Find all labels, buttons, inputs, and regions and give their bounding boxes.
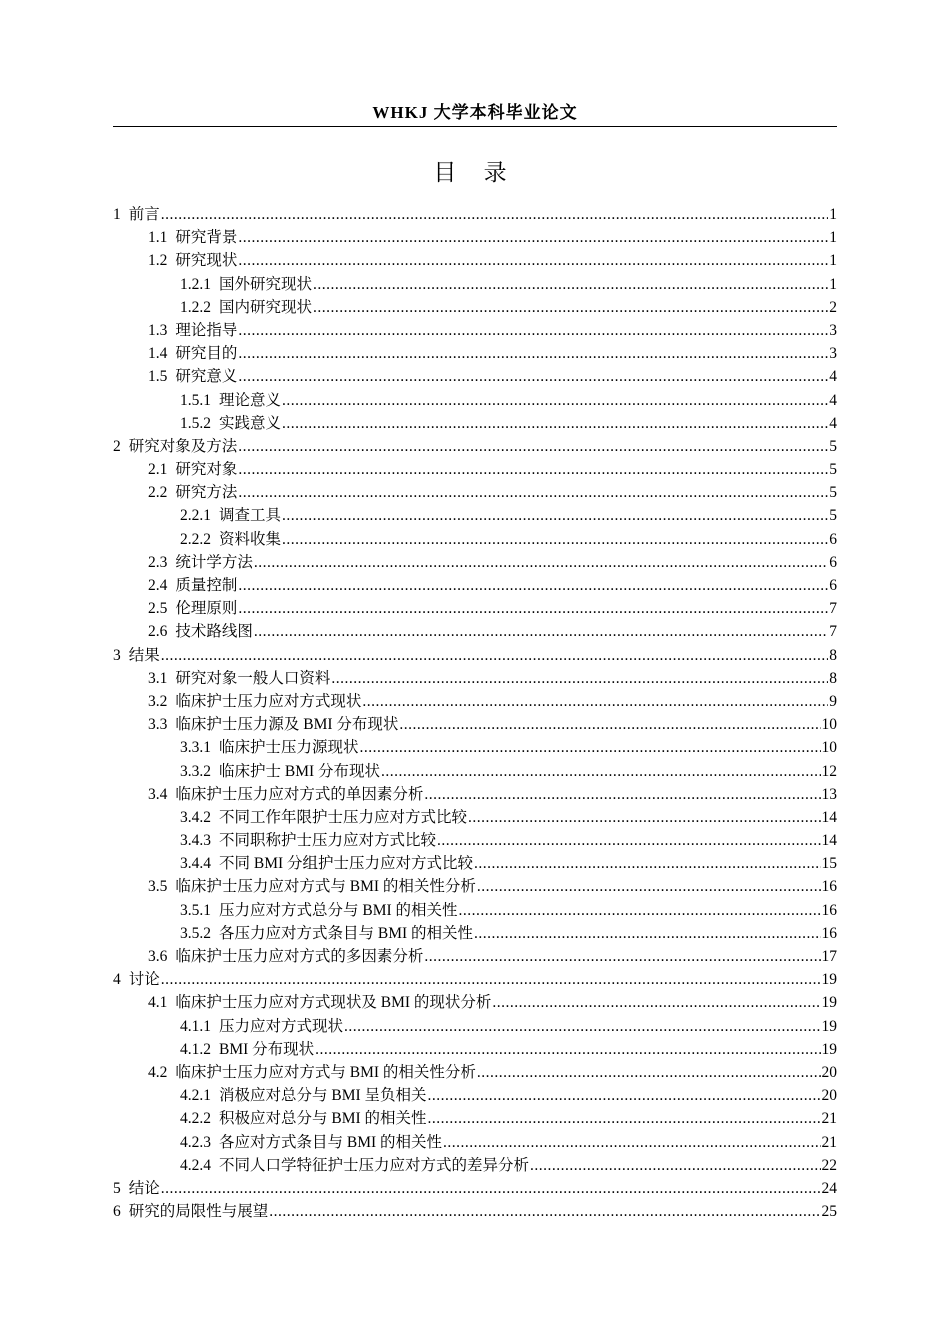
toc-dot-leader [344,1015,820,1038]
toc-entry-number: 3.2 [148,692,168,710]
toc-entry[interactable] [113,899,837,922]
toc-entry-label: 研究现状 [175,252,238,270]
toc-entry-page: 1 [829,275,837,293]
toc-entry[interactable] [113,620,837,643]
toc-entry-page: 22 [821,1156,837,1174]
toc-entry[interactable] [113,412,837,435]
toc-dot-leader [362,690,828,713]
toc-entry-page: 5 [829,437,837,455]
toc-entry-page: 1 [829,229,837,247]
toc-dot-leader [530,1154,820,1177]
toc-entry-label: 调查工具 [219,507,282,525]
toc-entry-page: 10 [821,739,837,757]
toc-entry-number: 3.6 [148,948,168,965]
toc-entry[interactable] [113,690,837,713]
toc-entry[interactable] [113,597,837,620]
toc-dot-leader [254,620,828,643]
toc-entry[interactable] [113,875,837,898]
toc-entry-number: 5 [113,1179,121,1197]
toc-entry-label: 结果 [128,646,160,664]
toc-entry-page: 21 [821,1110,837,1128]
toc-entry-number: 3.5.1 [180,901,211,919]
toc-entry-page: 4 [829,391,837,409]
toc-dot-leader [269,1200,820,1223]
toc-entry-number: 2.6 [148,623,168,641]
toc-entry[interactable] [113,922,837,945]
toc-entry-page: 5 [829,507,837,525]
toc-entry-page: 19 [821,994,837,1012]
toc-dot-leader [238,365,828,388]
toc-entry-label: 讨论 [128,971,160,989]
toc-entry-label: 积极应对总分与 BMI 的相关性 [219,1110,427,1128]
toc-entry-label: 临床护士压力应对方式现状及 BMI 的现状分析 [175,994,492,1012]
toc-entry-label: 研究对象 [175,461,238,479]
toc-dot-leader [238,574,828,597]
toc-dot-leader [161,1177,821,1200]
toc-entry-number: 3.4.3 [180,832,211,850]
toc-entry[interactable] [113,783,837,806]
table-of-contents [113,203,837,1223]
toc-entry-label: 研究方法 [175,484,238,502]
toc-entry-number: 2.2.2 [180,530,211,548]
toc-entry-page: 3 [829,345,837,363]
toc-entry-page: 15 [821,855,837,873]
toc-entry-page: 12 [821,762,837,780]
toc-dot-leader [459,899,821,922]
toc-entry-label: 压力应对方式总分与 BMI 的相关性 [219,901,458,919]
toc-entry-number: 2.2.1 [180,507,211,525]
toc-entry-label: 研究的局限性与展望 [128,1203,269,1221]
toc-entry-number: 3 [113,646,121,664]
toc-entry[interactable] [113,249,837,272]
toc-dot-leader [360,736,821,759]
toc-entry-number: 2.4 [148,577,168,594]
toc-entry[interactable] [113,365,837,388]
toc-entry-number: 4.2.2 [180,1110,211,1128]
toc-dot-leader [313,273,828,296]
toc-dot-leader [474,922,820,945]
toc-entry-number: 2.2 [148,484,168,502]
toc-entry-page: 19 [821,971,837,989]
toc-entry-number: 3.3.1 [180,739,211,757]
toc-entry[interactable] [113,296,837,319]
toc-entry-label: 压力应对方式现状 [219,1017,344,1035]
toc-entry-page: 10 [821,716,837,734]
toc-entry[interactable] [113,1107,837,1130]
toc-entry-number: 3.5 [148,878,168,896]
toc-entry-page: 7 [829,623,837,641]
toc-entry[interactable] [113,1015,837,1038]
toc-entry-number: 2 [113,437,121,455]
toc-entry-number: 4.2.4 [180,1156,211,1174]
toc-entry[interactable] [113,667,837,690]
toc-entry[interactable] [113,458,837,481]
toc-dot-leader [492,991,820,1014]
toc-entry-number: 4.1.1 [180,1017,211,1035]
toc-entry-page: 24 [821,1179,837,1197]
toc-entry-page: 1 [829,206,837,223]
toc-entry[interactable] [113,203,837,226]
toc-entry-label: 临床护士压力源现状 [219,739,359,757]
toc-entry-label: 临床护士压力应对方式现状 [175,692,362,710]
toc-entry-label: 国外研究现状 [219,275,313,293]
toc-entry[interactable] [113,319,837,342]
toc-dot-leader [437,829,820,852]
toc-entry-page: 25 [821,1203,837,1221]
toc-entry[interactable] [113,736,837,759]
toc-entry[interactable] [113,226,837,249]
toc-dot-leader [331,667,828,690]
toc-entry[interactable] [113,945,837,968]
toc-dot-leader [161,968,821,991]
toc-entry[interactable] [113,389,837,412]
toc-entry-number: 4.2.1 [180,1087,211,1105]
toc-entry-page: 6 [829,577,837,594]
toc-entry-page: 19 [821,1040,837,1058]
toc-entry-label: 各应对方式条目与 BMI 的相关性 [219,1133,443,1151]
toc-entry[interactable] [113,481,837,504]
toc-entry-label: 临床护士压力源及 BMI 分布现状 [175,716,399,734]
toc-entry-label: 国内研究现状 [219,298,313,316]
toc-entry-number: 2.3 [148,553,168,571]
toc-entry-label: 伦理原则 [175,600,238,618]
toc-dot-leader [238,435,828,458]
toc-entry-label: 临床护士压力应对方式与 BMI 的相关性分析 [175,1063,476,1081]
toc-dot-leader [282,528,828,551]
toc-entry-page: 4 [829,414,837,432]
toc-entry[interactable] [113,968,837,991]
toc-dot-leader [238,342,828,365]
toc-entry-label: 不同人口学特征护士压力应对方式的差异分析 [219,1156,530,1174]
toc-entry-page: 4 [829,368,837,386]
toc-entry-page: 20 [821,1087,837,1105]
toc-dot-leader [161,644,828,667]
toc-entry-page: 21 [821,1133,837,1151]
toc-entry-page: 8 [829,646,837,664]
toc-entry-label: 研究目的 [175,345,238,363]
toc-entry-page: 8 [829,669,837,687]
toc-entry-page: 5 [829,484,837,502]
toc-entry-number: 1.5.1 [180,391,211,409]
toc-entry-number: 1.5.2 [180,414,211,432]
header-divider [113,126,837,127]
toc-entry-label: 各压力应对方式条目与 BMI 的相关性 [219,924,474,942]
toc-entry-label: 研究背景 [175,229,238,247]
toc-entry-number: 1 [113,206,121,223]
toc-entry-page: 6 [829,553,837,571]
toc-entry[interactable] [113,991,837,1014]
toc-dot-leader [238,249,828,272]
toc-dot-leader [477,875,821,898]
toc-entry-number: 3.1 [148,669,168,687]
toc-dot-leader [428,1084,821,1107]
toc-entry[interactable] [113,852,837,875]
toc-entry[interactable] [113,551,837,574]
toc-entry[interactable] [113,574,837,597]
toc-entry-label: 统计学方法 [175,553,253,571]
toc-dot-leader [238,319,828,342]
toc-entry-page: 17 [821,948,837,965]
toc-entry-label: 研究对象一般人口资料 [175,669,331,687]
toc-entry[interactable] [113,1131,837,1154]
toc-entry-number: 1.2.1 [180,275,211,293]
toc-dot-leader [238,226,828,249]
toc-entry-label: 质量控制 [175,577,238,594]
toc-entry-label: BMI 分布现状 [219,1040,315,1058]
toc-entry-number: 1.4 [148,345,168,363]
toc-entry-label: 消极应对总分与 BMI 呈负相关 [219,1087,427,1105]
toc-title: 目 录 [433,160,517,186]
toc-entry-label: 不同工作年限护士压力应对方式比较 [219,808,468,826]
toc-entry-number: 4.2.3 [180,1133,211,1151]
toc-dot-leader [282,389,828,412]
toc-dot-leader [313,296,828,319]
toc-entry-number: 3.3 [148,716,168,734]
toc-entry-page: 19 [821,1017,837,1035]
toc-entry-label: 不同 BMI 分组护士压力应对方式比较 [219,855,474,873]
toc-entry-number: 4 [113,971,121,989]
toc-dot-leader [282,504,828,527]
toc-entry-label: 临床护士压力应对方式的单因素分析 [175,785,424,803]
toc-entry-page: 6 [829,530,837,548]
toc-entry-page: 5 [829,461,837,479]
toc-entry-label: 研究对象及方法 [128,437,238,455]
toc-entry-label: 实践意义 [219,414,282,432]
toc-entry-page: 7 [829,600,837,618]
toc-entry-label: 临床护士 BMI 分布现状 [219,762,381,780]
toc-dot-leader [238,597,828,620]
toc-entry-label: 资料收集 [219,530,282,548]
toc-dot-leader [315,1038,820,1061]
toc-entry[interactable] [113,528,837,551]
toc-dot-leader [381,760,820,783]
toc-entry[interactable] [113,504,837,527]
toc-entry[interactable] [113,713,837,736]
toc-entry[interactable] [113,1200,837,1223]
toc-dot-leader [428,1107,821,1130]
toc-dot-leader [238,458,828,481]
toc-entry-page: 1 [829,252,837,270]
toc-entry-number: 3.4.2 [180,808,211,826]
toc-entry-page: 20 [821,1063,837,1081]
toc-dot-leader [474,852,820,875]
toc-entry-label: 理论意义 [219,391,282,409]
toc-entry-page: 16 [821,878,837,896]
toc-entry[interactable] [113,644,837,667]
toc-entry-number: 6 [113,1203,121,1221]
toc-dot-leader [424,945,820,968]
toc-entry-number: 2.5 [148,600,168,618]
toc-entry[interactable] [113,760,837,783]
toc-dot-leader [254,551,828,574]
toc-entry-number: 1.5 [148,368,168,386]
toc-entry[interactable] [113,1084,837,1107]
toc-entry-page: 3 [829,321,837,339]
toc-entry-label: 结论 [128,1179,160,1197]
toc-entry-label: 前言 [128,206,160,223]
toc-entry-number: 3.3.2 [180,762,211,780]
toc-entry-label: 临床护士压力应对方式的多因素分析 [175,948,424,965]
toc-dot-leader [161,203,828,226]
page-header: WHKJ 大学本科毕业论文 [372,103,578,122]
toc-entry[interactable] [113,342,837,365]
toc-entry[interactable] [113,806,837,829]
toc-dot-leader [282,412,828,435]
toc-dot-leader [477,1061,821,1084]
toc-entry-page: 14 [821,832,837,850]
toc-dot-leader [238,481,828,504]
toc-dot-leader [468,806,820,829]
toc-entry[interactable] [113,1177,837,1200]
toc-entry[interactable] [113,1038,837,1061]
toc-dot-leader [424,783,820,806]
toc-entry-page: 2 [829,298,837,316]
toc-entry-number: 1.1 [148,229,168,247]
toc-entry-number: 1.2.2 [180,298,211,316]
toc-entry-page: 9 [829,692,837,710]
toc-entry-label: 技术路线图 [175,623,253,641]
toc-entry-number: 4.2 [148,1063,168,1081]
toc-dot-leader [399,713,820,736]
toc-entry-label: 临床护士压力应对方式与 BMI 的相关性分析 [175,878,476,896]
toc-entry[interactable] [113,1154,837,1177]
toc-entry-number: 3.5.2 [180,924,211,942]
toc-entry-number: 2.1 [148,461,168,479]
toc-entry-number: 3.4 [148,785,168,803]
toc-entry[interactable] [113,273,837,296]
toc-entry-label: 不同职称护士压力应对方式比较 [219,832,437,850]
toc-entry[interactable] [113,1061,837,1084]
toc-entry[interactable] [113,829,837,852]
toc-entry[interactable] [113,435,837,458]
toc-entry-page: 14 [821,808,837,826]
toc-entry-number: 1.2 [148,252,168,270]
toc-entry-number: 3.4.4 [180,855,211,873]
toc-dot-leader [443,1131,820,1154]
toc-entry-number: 4.1.2 [180,1040,211,1058]
toc-entry-page: 16 [821,924,837,942]
toc-entry-page: 13 [821,785,837,803]
toc-entry-page: 16 [821,901,837,919]
toc-entry-label: 理论指导 [175,321,238,339]
toc-entry-label: 研究意义 [175,368,238,386]
toc-entry-number: 1.3 [148,321,168,339]
toc-entry-number: 4.1 [148,994,168,1012]
